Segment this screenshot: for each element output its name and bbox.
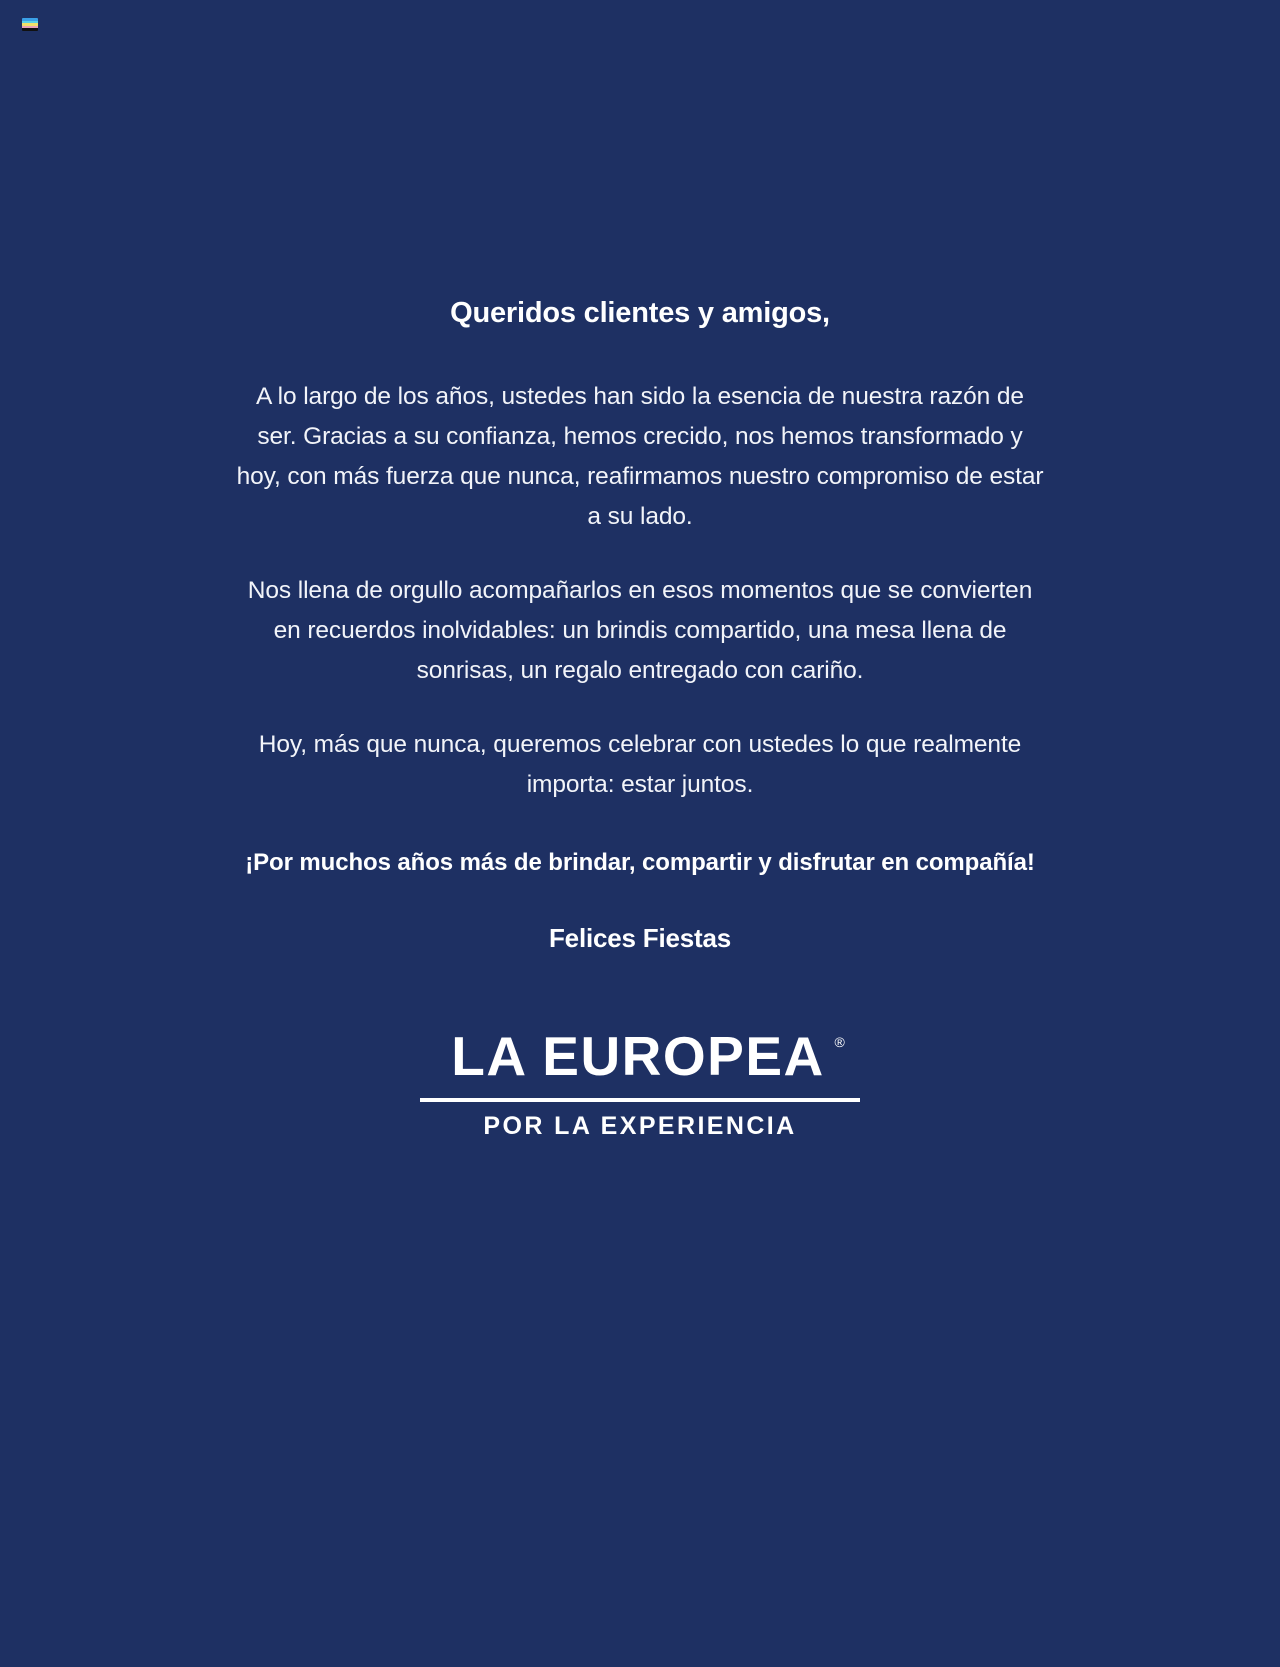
logo-wordmark-text: LA EUROPEA <box>451 1024 825 1087</box>
letter-paragraph-3: Hoy, más que nunca, queremos celebrar con ustedes lo que realmente importa: estar juntos. <box>258 730 1022 798</box>
letter-paragraph-1: A lo largo de los años, ustedes han sido la esencia de nuestra razón de ser. Gracias a su confianza, hemos crecido, nos hemos transformado y hoy, con más fuerza que nunca, reafirmamos nuestro compromiso de estar a su lado. <box>236 382 1044 530</box>
letter-wishes: Felices Fiestas <box>549 922 731 953</box>
letter-body <box>234 296 1046 1139</box>
logo-tagline: POR LA EXPERIENCIA <box>483 1111 797 1140</box>
letter-paragraph-2: Nos llena de orgullo acompañarlos en esos momentos que se convierten en recuerdos inolvidables: un brindis compartido, una mesa llena de sonrisas, un regalo entregado con cariño. <box>247 576 1033 684</box>
registered-trademark-icon: ® <box>834 1033 845 1050</box>
logo-divider <box>420 1098 860 1102</box>
brand-logo <box>420 1024 860 1140</box>
letter-closing-line: ¡Por muchos años más de brindar, compartir y disfrutar en compañía! <box>245 848 1035 876</box>
logo-wordmark <box>449 1024 845 1087</box>
letter-greeting: Queridos clientes y amigos, <box>450 297 830 329</box>
